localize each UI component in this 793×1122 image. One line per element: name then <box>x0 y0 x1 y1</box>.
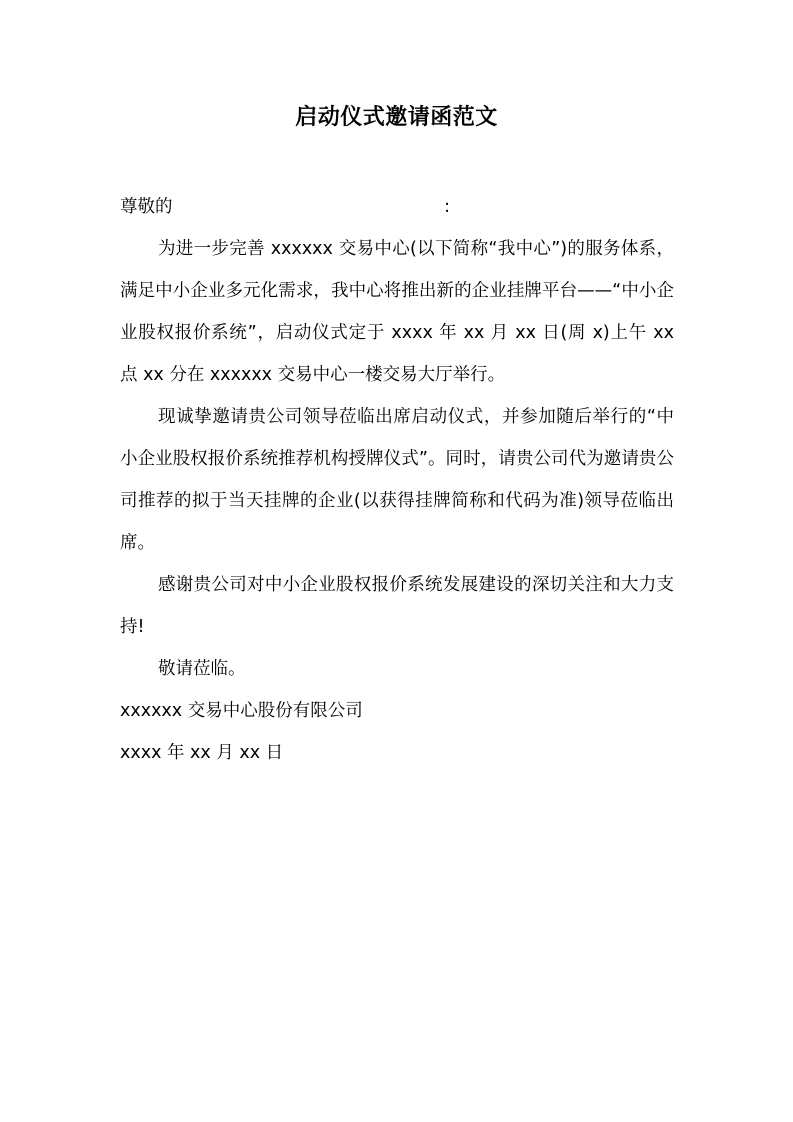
paragraph-invitation: 现诚挚邀请贵公司领导莅临出席启动仪式，并参加随后举行的“中小企业股权报价系统推荐机构授牌仪式”。同时，请贵公司代为邀请贵公司推荐的拟于当天挂牌的企业(以获得挂牌简称和代码为准)领导莅临出席。 <box>120 407 674 553</box>
paragraph-intro: 为进一步完善 xxxxxx 交易中心(以下简称“我中心”)的服务体系，满足中小企业多元化需求，我中心将推出新的企业挂牌平台——“中小企业股权报价系统”，启动仪式定于 xxxx 年 xx 月 xx 日(周 x)上午 xx 点 xx 分在 xxxxxx 交易中心一楼交易大厅举行。 <box>120 239 674 385</box>
salutation-prefix: 尊敬的 <box>120 197 173 217</box>
salutation-colon: : <box>444 197 450 217</box>
salutation <box>120 186 450 228</box>
signature: xxxxxx 交易中心股份有限公司 <box>120 701 363 721</box>
date: xxxx 年 xx 月 xx 日 <box>120 743 284 763</box>
document-title: 启动仪式邀请函范文 <box>295 105 498 130</box>
paragraph-thanks: 感谢贵公司对中小企业股权报价系统发展建设的深切关注和大力支持! <box>120 575 674 637</box>
letter-body <box>120 186 674 774</box>
paragraph-closing: 敬请莅临。 <box>158 659 246 679</box>
